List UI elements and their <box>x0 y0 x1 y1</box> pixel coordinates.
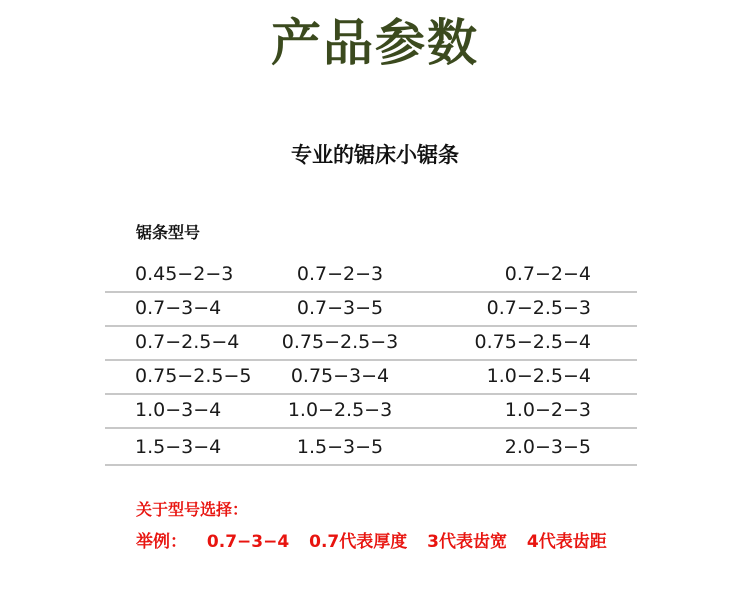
table-label: 锯条型号 <box>136 223 201 242</box>
example-tooth-width: 3代表齿宽 <box>427 532 507 552</box>
example-tooth-pitch: 4代表齿距 <box>526 532 607 552</box>
table-cell: 0.75−2.5−3 <box>281 331 399 353</box>
page-title: 产品参数 <box>271 14 479 72</box>
table-cell: 1.5−3−5 <box>296 436 384 458</box>
table-cell: 0.7−2−4 <box>504 263 591 285</box>
table-cell: 0.45−2−3 <box>135 263 234 285</box>
table-cell: 0.7−2−3 <box>296 263 384 285</box>
table-cell: 1.0−2.5−3 <box>287 399 393 421</box>
table-cell: 0.75−2.5−4 <box>474 331 591 353</box>
page-subtitle: 专业的锯床小锯条 <box>291 143 459 167</box>
selection-note-example <box>136 531 621 553</box>
table-cell: 0.7−2.5−3 <box>486 297 591 319</box>
table-row <box>105 429 637 466</box>
table-cell: 0.7−2.5−4 <box>135 331 240 353</box>
example-thickness: 0.7代表厚度 <box>309 532 408 552</box>
selection-note-title: 关于型号选择： <box>136 500 249 519</box>
example-model: 0.7−3−4 <box>206 532 290 552</box>
table-cell: 1.0−2.5−4 <box>486 365 591 387</box>
model-table <box>105 259 637 466</box>
table-cell: 0.7−3−5 <box>296 297 384 319</box>
table-row <box>105 361 637 395</box>
table-row <box>105 395 637 429</box>
table-row <box>105 259 637 293</box>
table-cell: 2.0−3−5 <box>504 436 591 458</box>
table-cell: 0.75−2.5−5 <box>135 365 252 387</box>
table-cell: 1.0−2−3 <box>504 399 591 421</box>
table-row <box>105 327 637 361</box>
table-cell: 1.5−3−4 <box>135 436 222 458</box>
table-cell: 0.7−3−4 <box>135 297 222 319</box>
table-row <box>105 293 637 327</box>
example-prefix: 举例： <box>136 532 187 552</box>
table-cell: 0.75−3−4 <box>290 365 390 387</box>
table-cell: 1.0−3−4 <box>135 399 222 421</box>
